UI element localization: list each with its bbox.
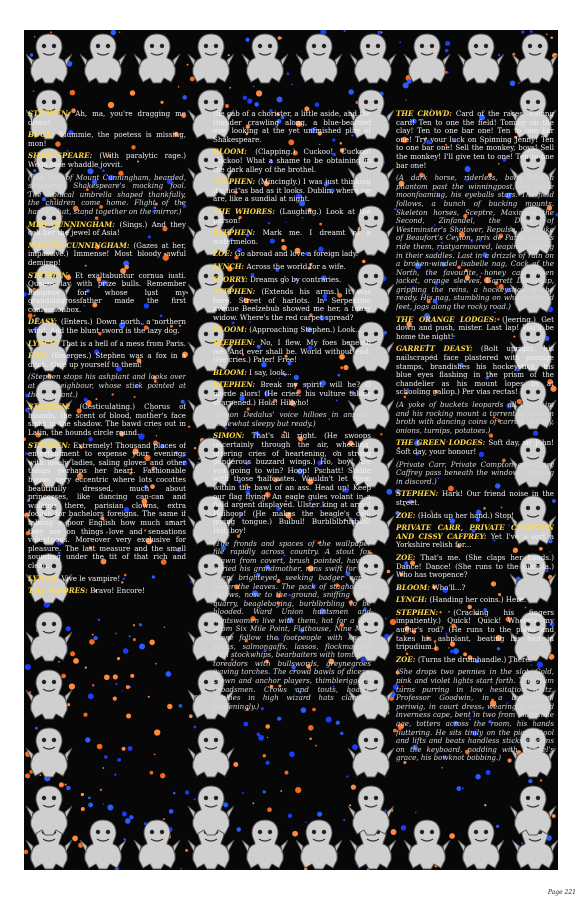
speaker-name: THE GREEN LODGES: bbox=[396, 438, 489, 448]
dialogue-text: Bravo! Encore! bbox=[90, 586, 145, 596]
dialogue-text: (Turns the drumhandle.) There. bbox=[417, 654, 532, 664]
dialogue-text: Card of the races. Racing card! Ten to one the field! Tommy on the clay! Ten to one bar one! Ten to one bar one! Try your luck on Spinning Jenny! Ten to one bar one! Sell the monkey, boys! Sell the monkey! I'll give ten to one! Ten to one bar one! bbox=[396, 110, 554, 170]
gargoyle-icon bbox=[186, 30, 236, 86]
speaker-name: GARRETT DEASY: bbox=[396, 344, 481, 354]
script-line bbox=[396, 512, 554, 521]
dialogue-text: Dreams go by contraries. bbox=[250, 274, 342, 284]
stage-direction: (Private Carr, Private Compton and Cissy Caffrey pass beneath the windows, singing in discord.) bbox=[396, 459, 554, 486]
script-line bbox=[396, 316, 554, 342]
script-line bbox=[28, 174, 186, 217]
paint-dot bbox=[130, 90, 136, 96]
paint-dot bbox=[178, 86, 179, 87]
script-line bbox=[213, 110, 371, 144]
dialogue-text: (Mincingly.) I was just thinking it's not as bad as it looks. Dublin, where we are, like a sundial at night. bbox=[213, 177, 371, 204]
dialogue-text: Extremely! Thousand places of entertainment to expense your evenings with lovely ladies, saling gloves and other things perhaps her heart. Fashionable house, very eccentric where lots cocottes beautifully dressed, much about princesses, like dancing can-can and walking there, parisian clowns, extra foolish for bachelors foreigns. The same if talking a poor English how much smart they are on things love and sensations voluptuous. Moreover very exclusive for pleasure. The last measure and the smell sounding under the tit of that rich and clean. bbox=[28, 440, 186, 570]
dialogue-text: (Bolt upright, his nailscraped face plastered with postage stamps, brandishes his hockeystick, his blue eyes flashing in the prism of the chandelier as his mount lopes by at schooling gallop.) Per vias rectas! bbox=[396, 344, 554, 397]
gargoyle-icon bbox=[402, 30, 452, 86]
speaker-name: ZOE: bbox=[396, 510, 418, 520]
text-column-middle bbox=[213, 110, 371, 850]
dialogue-text: the cab of a chorister, a little aside, and the thunder crawling along, a blue-bearded eye, looking at the yet unfinished play of Shakespeare. bbox=[213, 110, 371, 144]
speaker-name: STEPHEN: bbox=[28, 402, 80, 412]
stage-direction: (The fronds and spaces of the wallpaper file rapidly across country. A stout fox drawn from covert, brush pointed, having buried his grandmother, runs swift for the open, brighteyed, seeking badger earth, under the leaves. The pack of staghounds follows, nose to the ground, sniffing their quarry, beaglebaying, burblbrbling to be blooded. Ward Union huntsmen and huntswomen live with them, hot for a kill. From Six Mile Point, Flathouse, Nine Mile Stone follow the footpeople with knotty sticks, salmongaffs, lassos, flockmasters with stockwhips, bearbaiters with tomtoms, toreadors with bullswords, greynegroes waving torches. The crowd bawls of dicers, crown and anchor players, thimbleriggers, broadsmen. Crows and touts, hoarse bookies in high wizard hats clamour deafeningly.) bbox=[213, 538, 371, 711]
speaker-name: BLOOM: bbox=[213, 367, 250, 377]
script-line bbox=[396, 554, 554, 580]
speaker-name: ZOE: bbox=[396, 552, 421, 562]
gargoyle-icon bbox=[456, 30, 506, 86]
script-line bbox=[28, 318, 186, 335]
script-line bbox=[213, 250, 371, 259]
speaker-name: SHAKESPEARE: bbox=[28, 151, 100, 161]
script-line bbox=[28, 403, 186, 437]
speaker-name: FOX: bbox=[28, 351, 52, 361]
dialogue-text: (Jeering.) Get down and push, mister. Last lap! You'll be home the night! bbox=[396, 314, 554, 341]
dialogue-text: No, I flew. My foes beneath me. And ever shall be. World without end. (He cries.) Pater! Free! bbox=[213, 338, 371, 365]
script-line bbox=[28, 152, 186, 169]
dialogue-text: Ah, ma, you're dragging me down! bbox=[28, 110, 186, 127]
dialogue-text: (Gazes at her, impassive.) Immense! Most bloody awful demirep! bbox=[28, 240, 186, 267]
paint-dot bbox=[405, 99, 407, 101]
speaker-name: STEPHEN: bbox=[396, 489, 442, 499]
script-line bbox=[28, 442, 186, 571]
speaker-name: STEPHEN: bbox=[213, 338, 261, 348]
script-line bbox=[396, 609, 554, 652]
gargoyle-icon bbox=[510, 30, 558, 86]
paint-dot bbox=[399, 41, 401, 43]
stage-direction: (Simon Dedalus' voice hilloes in answer, somewhat sleepy but ready.) bbox=[213, 410, 371, 428]
gargoyle-icon bbox=[348, 30, 398, 86]
speaker-name: STEPHEN: bbox=[28, 440, 74, 450]
script-line bbox=[28, 340, 186, 349]
speaker-name: ZOE: bbox=[213, 249, 235, 259]
speaker-name: LYNCH: bbox=[28, 338, 62, 348]
script-line bbox=[396, 596, 554, 605]
script-line bbox=[213, 540, 371, 712]
page-background bbox=[24, 30, 558, 870]
script-line bbox=[213, 432, 371, 535]
script-line bbox=[213, 276, 371, 285]
script-line bbox=[396, 490, 554, 507]
speaker-name: STEPHEN: bbox=[396, 607, 454, 617]
paint-dot bbox=[247, 98, 252, 103]
stage-direction: (A yoke of buckets leopards all over him and his rocking mount a torrent of mutton broth with dancing coins of carrots, barley, onions, turnips, potatoes.) bbox=[396, 400, 554, 435]
dialogue-text: (Handing her coins.) Here. bbox=[429, 595, 527, 605]
script-line bbox=[396, 174, 554, 312]
gargoyle-icon bbox=[132, 30, 182, 86]
speaker-name: STEPHEN: bbox=[213, 287, 262, 297]
dialogue-text: Mummie, the poetess is missing, mon! bbox=[28, 130, 186, 148]
dialogue-text: (Emerges.) Stephen was a fox in a ditch. Give up yourself to them! bbox=[28, 351, 186, 369]
speaker-name: MARTIN CUNNINGHAM: bbox=[28, 240, 134, 250]
dialogue-text: (Holds up her hand.) Stop! bbox=[417, 510, 515, 520]
speaker-name: THE CROWD: bbox=[396, 110, 456, 118]
dialogue-text: I say, look... bbox=[249, 367, 292, 377]
dialogue-text: (With paralytic rage.) Weda ssee whaddle jovvit. bbox=[28, 151, 186, 169]
speaker-name: THE WHORES: bbox=[28, 586, 91, 596]
dialogue-text: That's all right. (He swoops uncertainly through the air, wheeling, uttering cries of heartening, on strong ponderous buzzard wings.) Ho, boy! Are you going to win? Hoop! Pschatt! Stable with those halfcastes. Wouldn't let them within the bawl of an ass. Head up! Keep our flag flying! An eagle gules volant in a field argent displayed. Ulster king at arms! Haihoop! (He makes the beagle's call, giving tongue.) Bulbul! Burblblbrurblbl! Hai, boy! bbox=[213, 431, 371, 535]
dialogue-text: Across the world for a wife. bbox=[246, 261, 346, 271]
script-line bbox=[213, 229, 371, 246]
dialogue-text: Who'll...? bbox=[432, 582, 466, 592]
script-line bbox=[213, 369, 371, 378]
paint-dot bbox=[108, 102, 114, 108]
script-line bbox=[28, 587, 186, 596]
script-line bbox=[396, 110, 554, 170]
script-line bbox=[28, 272, 186, 315]
dialogue-text: Mark me. I dreamt of a watermelon. bbox=[213, 228, 371, 246]
speaker-name: THE WHORES: bbox=[213, 206, 280, 216]
gargoyle-icon bbox=[24, 30, 74, 86]
speaker-name: STEPHEN: bbox=[28, 270, 75, 280]
stage-direction: (A dark horse, riderless, bolts like a phantom past the winningpost, his mane moonfoaming, his eyeballs stars. The field follows, a bunch of bucking mounts. Skeleton horses, Sceptre, Maximum the Second, Zinfandel, the Duke of Westminster's Shotover, Repulse, the Duke of Beaufort's Ceylon, prix de Paris. Dwarfs ride them, rustyarmoured, leaping, leaping in their saddles. Last in a drizzle of rain on a broken-winded isabelle nag, Cock of the North, the favourite, honey cap, green jacket, orange sleeves, Garrett Deasy up, gripping the reins, a hockeystick at the ready. His nag, stumbling on whitegaitered feet, jogs along the rocky road.) bbox=[396, 173, 554, 312]
script-line bbox=[28, 131, 186, 148]
dialogue-text: Soft day, sir John! Soft day, your honour! bbox=[396, 438, 554, 456]
script-line bbox=[28, 352, 186, 369]
dialogue-text: (Laughing.) Look at the parson! bbox=[213, 206, 371, 225]
script-line bbox=[396, 584, 554, 593]
speaker-name: LYNCH: bbox=[28, 573, 62, 583]
gargoyle-icon bbox=[240, 30, 290, 86]
gargoyle-icon bbox=[294, 30, 344, 86]
dialogue-text: (Enters.) Down north, a northern wind. And the blunt sword is the lazy dog. bbox=[28, 317, 186, 336]
speaker-name: STEPHEN: bbox=[213, 380, 261, 390]
paint-dot bbox=[256, 90, 262, 96]
text-column-right bbox=[396, 110, 554, 850]
script-line bbox=[213, 326, 371, 335]
dialogue-text: (Sings.) And they call her the jewel of Asia! bbox=[28, 219, 186, 238]
dialogue-text: (Gesticulating.) Chorus of hounds, the scent of blood, mother's face sinks in the shadow. The bawd cries out in Latin, the hounds circle round. bbox=[28, 402, 186, 437]
script-line bbox=[396, 439, 554, 456]
speaker-name: STEPHEN: bbox=[28, 110, 76, 118]
dialogue-text: Break my spirit, will he? O merde alors! (He cries, his vulture talons sharpened.) Hola! Hillyho! bbox=[213, 380, 371, 407]
dialogue-text: Go abroad and love a foreign lady. bbox=[234, 249, 359, 259]
paint-dot bbox=[291, 83, 293, 85]
script-line bbox=[213, 381, 371, 407]
stage-direction: (Stephen stops his ashplant and looks over at the neighbour, whose stick pointed at the ashplant.) bbox=[28, 372, 186, 399]
speaker-name: LYNCH: bbox=[396, 595, 430, 605]
script-line bbox=[213, 263, 371, 272]
script-line bbox=[213, 178, 371, 204]
speaker-name: BUCK: bbox=[28, 130, 60, 140]
script-line bbox=[28, 242, 186, 268]
script-line bbox=[213, 148, 371, 174]
dialogue-text: Et exaltabuntur cornua iusti. Queens lay with prize bulls. Remember Pasiphae for whose lust my grandoldgrossfather made the first confessionbox. bbox=[28, 270, 186, 314]
dialogue-text: (Approaching Stephen.) Look... bbox=[249, 325, 362, 335]
speaker-name: SIMON: bbox=[213, 431, 252, 441]
speaker-name: BLOOM: bbox=[396, 582, 433, 592]
speaker-name: STEPHEN: bbox=[213, 228, 263, 238]
speaker-name: LYNCH: bbox=[213, 261, 247, 271]
script-line bbox=[396, 656, 554, 665]
script-line bbox=[213, 339, 371, 365]
speaker-name: PRIVATE CARR, PRIVATE COMPTON AND CISSY CAFFREY: bbox=[396, 523, 554, 541]
script-line bbox=[213, 411, 371, 428]
script-line bbox=[396, 401, 554, 435]
paint-dot bbox=[315, 102, 320, 107]
speaker-name: FLORRY: bbox=[213, 274, 251, 284]
dialogue-text: (Clapping.) Cuckoo! Cuckoo! Cuckoo! What a shame to be obtaining in the dark alley of the brothel. bbox=[213, 147, 371, 174]
script-line bbox=[28, 110, 186, 127]
script-line bbox=[213, 288, 371, 322]
text-column-left bbox=[28, 110, 186, 850]
script-line bbox=[28, 373, 186, 399]
script-line bbox=[213, 208, 371, 225]
dialogue-text: (Extends his arms.) It was here. Street of harlots. In Serpentine avenue Beelzebub showed me her, a fubsy widow. Where's the red carpet spread? bbox=[213, 287, 371, 322]
dialogue-text: Vive le vampire! bbox=[61, 573, 121, 583]
speaker-name: STEPHEN: bbox=[213, 177, 258, 187]
paint-dot bbox=[277, 97, 283, 103]
script-line bbox=[396, 461, 554, 487]
script-line bbox=[28, 575, 186, 584]
page-number: Page 221 bbox=[547, 889, 576, 896]
script-line bbox=[28, 221, 186, 238]
speaker-name: ZOE: bbox=[396, 654, 418, 664]
paint-dot bbox=[160, 101, 163, 104]
script-line bbox=[396, 524, 554, 550]
stage-direction: (She drops two pennies in the slot. Gold, pink and violet lights start forth. The drum turns purring in low hesitation waltz. Professor Goodwin, in a bowknotted periwig, in court dress, wearing a stained inverness cape, bent in two from incredible age, totters across the room, his hands fluttering. He sits tinily on the piano stool and lifts and beats handless sticks of arms on the keyboard, nodding with damsel's grace, his bowknot bobbing.) bbox=[396, 667, 554, 763]
speaker-name: BLOOM: bbox=[213, 325, 250, 335]
speaker-name: THE ORANGE LODGES: bbox=[396, 314, 503, 324]
script-line bbox=[396, 345, 554, 397]
stage-direction: (The lady of Mount Cunningham, bearded, senatorial, Shakespeare's mocking fool. The ironical umbrella shaped thankfully, the children come home. Flight of the harlot's hat, stand together on the mirror.) bbox=[28, 172, 186, 216]
dialogue-text: That is a hell of a mess from Paris. bbox=[61, 338, 186, 348]
dialogue-text: (Cracking his fingers impatiently.) Quick! Quick! Where's my augur's rod? (He runs to the piano and takes his ashplant, beating his foot in tripudium.) bbox=[396, 607, 554, 652]
script-line bbox=[396, 668, 554, 763]
speaker-name: MRS CUNNINGHAM: bbox=[28, 219, 120, 229]
speaker-name: BLOOM: bbox=[213, 147, 256, 157]
paint-dot bbox=[254, 102, 259, 107]
dialogue-text: That's me. (She claps her hands.) Dance! Dance! (She runs to the pianola.) Who has twopence? bbox=[396, 552, 554, 580]
gargoyle-icon bbox=[78, 30, 128, 86]
dialogue-text: Hark! Our friend noise in the street. bbox=[396, 489, 554, 507]
paint-dot bbox=[243, 96, 247, 100]
dialogue-text: Yet I've a sort a Yorkshire relish for... bbox=[396, 531, 554, 550]
speaker-name: DEASY: bbox=[28, 317, 61, 327]
